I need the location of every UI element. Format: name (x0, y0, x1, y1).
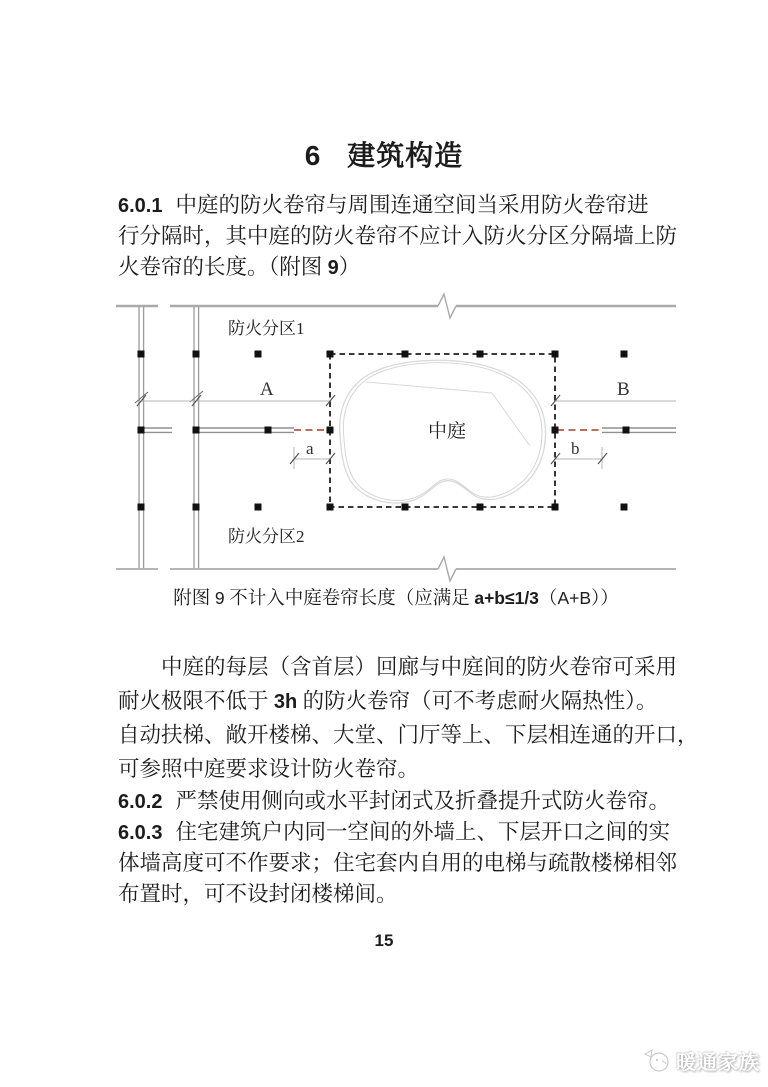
text-line (118, 718, 699, 752)
column-marker (402, 351, 409, 358)
text-run: 行分隔时，其中庭的防火卷帘不应计入防火分区分隔墙上防 (118, 224, 678, 248)
wall-break-icon (438, 294, 456, 318)
paragraph-atrium-corridor (118, 650, 699, 786)
watermark (642, 1046, 760, 1075)
page-title (0, 134, 768, 174)
text-run: 严禁使用侧向或水平封闭式及折叠提升式防火卷帘。 (175, 789, 670, 813)
text-line (118, 817, 684, 848)
column-marker (402, 504, 409, 511)
column-marker (623, 427, 630, 434)
column-marker (193, 504, 200, 511)
figure-atrium-fire-shutter-diagram (0, 290, 768, 620)
text-line (118, 786, 684, 817)
dimension-B (551, 379, 676, 406)
left-vertical-wall-1 (139, 307, 144, 568)
fire-zone-1-label: 防火分区1 (228, 319, 305, 338)
text-line (118, 221, 684, 252)
text-line (118, 752, 684, 786)
column-marker (138, 351, 145, 358)
dimension-A (137, 379, 335, 406)
column-marker (255, 504, 262, 511)
text-run: 耐火极限不低于 (118, 689, 274, 713)
chapter-number: 6 (304, 140, 322, 171)
text-line (118, 684, 684, 718)
text-run: 火卷帘的长度。（附图 (118, 255, 328, 279)
text-line (118, 252, 684, 283)
fire-rating-value: 3h (273, 691, 298, 713)
text-run: 的防火卷帘（可不考虑耐火隔热性）。 (297, 689, 658, 713)
column-marker (552, 504, 559, 511)
column-markers-bottom-row (138, 504, 628, 511)
column-marker (265, 427, 272, 434)
caption-text: 不计入中庭卷帘长度（应满足 (224, 589, 475, 609)
dimension-a (290, 439, 335, 469)
section-6-0-3 (118, 817, 684, 910)
chapter-name: 建筑构造 (347, 141, 464, 172)
caption-text: ）） (591, 589, 619, 609)
column-marker (193, 427, 200, 434)
dimension-a-label: a (306, 439, 314, 458)
column-marker (477, 351, 484, 358)
text-run: 布置时，可不设封闭楼梯间。 (118, 882, 398, 906)
dimension-b-label: b (571, 439, 580, 458)
column-marker (552, 351, 559, 358)
column-marker (327, 504, 334, 511)
clause-number: 6.0.2 (118, 791, 163, 813)
separation-wall-right (602, 428, 676, 432)
section-6-0-1 (118, 190, 684, 283)
clause-number: 6.0.1 (118, 195, 163, 217)
section-6-0-2 (118, 786, 684, 817)
column-marker (552, 427, 559, 434)
column-marker (255, 351, 262, 358)
text-line (118, 848, 684, 879)
fire-zone-2-label: 防火分区2 (228, 527, 305, 546)
column-marker (138, 504, 145, 511)
column-marker (138, 427, 145, 434)
text-run: 中庭的每层（含首层）回廊与中庭间的防火卷帘可采用 (161, 655, 678, 679)
column-marker (327, 427, 334, 434)
bottom-wall (116, 557, 676, 581)
watermark-bird-logo-icon (642, 1048, 672, 1074)
column-marker (621, 504, 628, 511)
text-run: 住宅建筑户内同一空间的外墙上、下层开口之间的实 (175, 820, 670, 844)
wall-break-icon (438, 557, 456, 581)
text-run: 可参照中庭要求设计防火卷帘。 (118, 757, 420, 781)
text-line (118, 190, 684, 221)
column-marker (327, 351, 334, 358)
caption-figure-number: 9 (214, 588, 225, 608)
top-wall (116, 294, 676, 318)
watermark-text: 暖通家族 (676, 1052, 760, 1074)
caption-formula: a+b≤1/3 (474, 588, 539, 608)
dimension-B-label: B (617, 379, 630, 400)
atrium-label: 中庭 (428, 421, 467, 442)
text-line (118, 650, 684, 684)
figure-caption (110, 584, 682, 610)
text-run: 中庭的防火卷帘与周围连通空间当采用防火卷帘进 (175, 193, 649, 217)
clause-number: 6.0.3 (118, 822, 163, 844)
text-run: ） (338, 255, 361, 279)
page-number: 15 (374, 931, 394, 950)
left-vertical-wall-2 (194, 307, 199, 568)
column-marker (477, 504, 484, 511)
text-run: 自动扶梯、敞开楼梯、大堂、门厅等上、下层相连通的开口， (118, 723, 699, 747)
text-line (118, 879, 684, 910)
separation-wall-left (196, 428, 294, 432)
figure-ref-number: 9 (327, 257, 339, 279)
separation-wall-left-stub (141, 428, 172, 432)
caption-text: （ (538, 589, 558, 609)
caption-formula: A+B (557, 588, 592, 608)
column-marker (621, 351, 628, 358)
dimension-A-label: A (260, 379, 274, 400)
caption-text: 附图 (173, 589, 215, 609)
column-marker (193, 351, 200, 358)
dimension-b (551, 439, 607, 469)
text-run: 体墙高度可不作要求；住宅套内自用的电梯与疏散楼梯相邻 (118, 851, 678, 875)
